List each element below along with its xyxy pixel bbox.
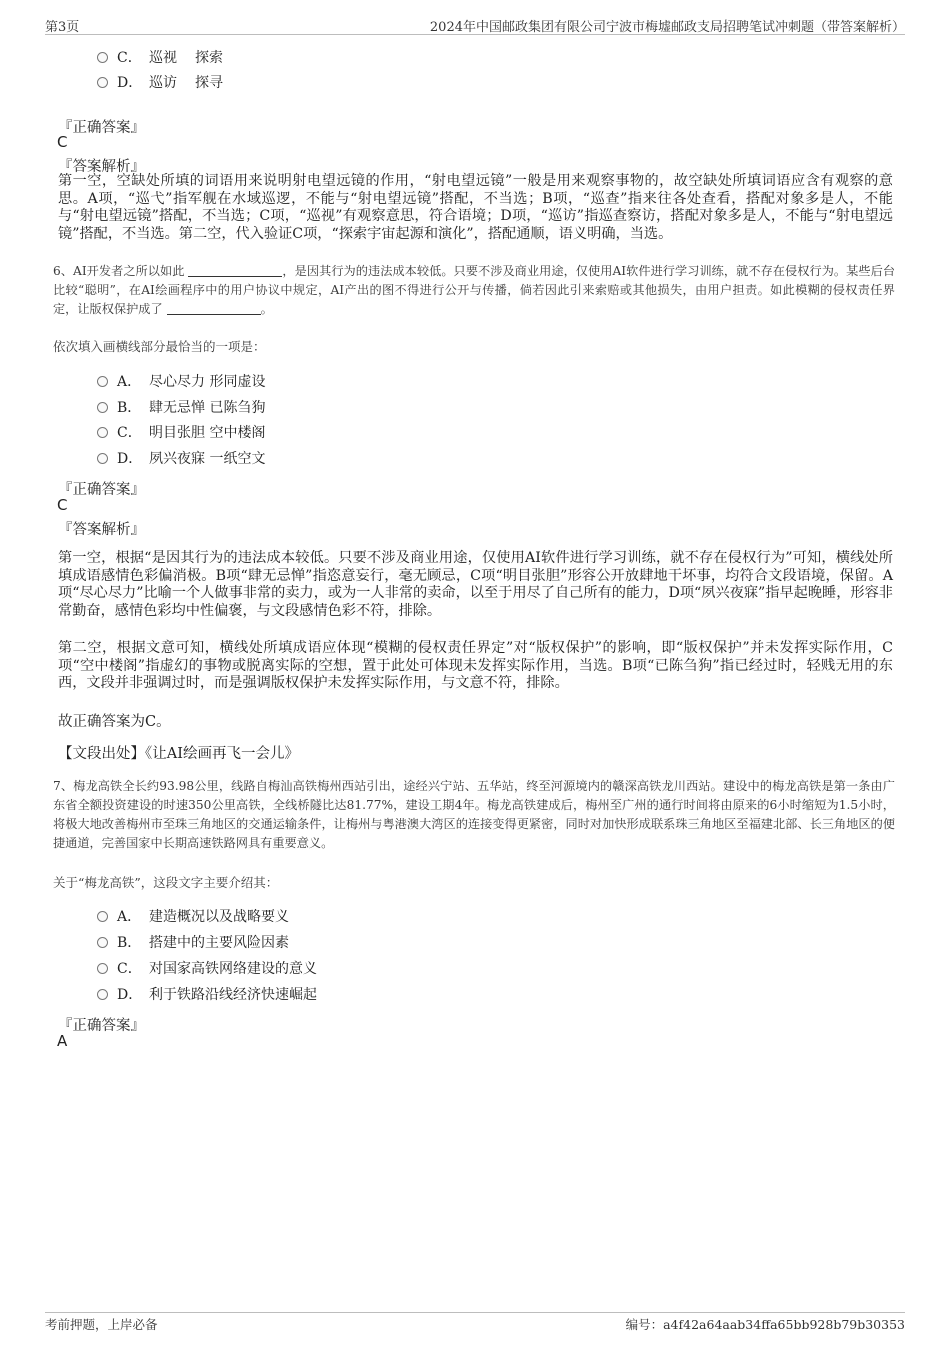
option-b[interactable]: B． 搭建中的主要风险因素 bbox=[97, 933, 289, 953]
radio-icon[interactable] bbox=[97, 453, 108, 464]
radio-icon[interactable] bbox=[97, 963, 108, 974]
question-6-stem: 6、AI开发者之所以如此 ，是因其行为的违法成本较低。只要不涉及商业用途，仅使用AI软件进行学习训练，就不存在侵权行为。某些后台比较“聪明”，在AI绘画程序中的用户协议中规定，AI产出的图不得进行公开与传播，倘若因此引来索赔或其他损失，由用户担责。如此模糊的侵权责任界定，让版权保护成了 。 bbox=[53, 264, 896, 316]
page-footer bbox=[45, 1312, 905, 1337]
source-citation: 【文段出处】《让AI绘画再飞一会儿》 bbox=[58, 746, 299, 762]
option-d[interactable]: D． 利于铁路沿线经济快速崛起 bbox=[97, 985, 317, 1005]
radio-icon[interactable] bbox=[97, 911, 108, 922]
option-d[interactable]: D． 夙兴夜寐 一纸空文 bbox=[97, 449, 265, 469]
option-c[interactable]: C． 巡视 探索 bbox=[97, 48, 223, 68]
option-d[interactable]: D． 巡访 探寻 bbox=[97, 73, 223, 93]
radio-icon[interactable] bbox=[97, 77, 108, 88]
question-6-prompt: 依次填入画横线部分最恰当的一项是： bbox=[53, 339, 266, 354]
radio-icon[interactable] bbox=[97, 376, 108, 387]
analysis-paragraph-1: 第一空，根据“是因其行为的违法成本较低。只要不涉及商业用途，仅使用AI软件进行学习训练，就不存在侵权行为”可知，横线处所填成语感情色彩偏消极。B项“肆无忌惮”指恣意妄行，毫无顾忌，C项“明目张胆”形容公开放肆地干坏事，均符合文段语境，保留。A项“尽心尽力”比喻一个人做事非常的卖力，或为一人非常的卖命，以至于用尽了自己所有的能力，D项“夙兴夜寐”指早起晚睡，形容非常勤奋，感情色彩均中性偏褒，与文段感情色彩不符，排除。 bbox=[58, 550, 893, 619]
radio-icon[interactable] bbox=[97, 989, 108, 1000]
conclusion: 故正确答案为C。 bbox=[58, 714, 171, 730]
document-title: 2024年中国邮政集团有限公司宁波市梅墟邮政支局招聘笔试冲刺题（带答案解析） bbox=[429, 20, 905, 35]
question-7-prompt: 关于“梅龙高铁”，这段文字主要介绍其： bbox=[53, 875, 279, 890]
document-code: 编号：a4f42a64aab34ffa65bb928b79b30353 bbox=[625, 1317, 905, 1332]
answer-blank bbox=[167, 302, 261, 315]
option-c[interactable]: C． 对国家高铁网络建设的意义 bbox=[97, 959, 317, 979]
answer-label: 『正确答案』 bbox=[58, 482, 145, 498]
analysis-label: 『答案解析』 bbox=[58, 159, 145, 175]
question-7-stem: 7、梅龙高铁全长约93.98公里，线路自梅汕高铁梅州西站引出，途经兴宁站、五华站，终至河源境内的赣深高铁龙川西站。建设中的梅龙高铁是第一条由广东省全额投资建设的时速350公里高铁，全线桥隧比达81.77%，建设工期4年。梅龙高铁建成后，梅州至广州的通行时间将由原来的6小时缩短为1.5小时，将极大地改善梅州市至珠三角地区的交通运输条件，让梅州与粤港澳大湾区的连接变得更紧密，同时对加快形成联系珠三角地区至福建北部、长三角地区的便捷通道，完善国家中长期高速铁路网具有重要意义。 bbox=[53, 779, 895, 850]
option-a[interactable]: A． 尽心尽力 形同虚设 bbox=[97, 372, 265, 392]
answer-value: C bbox=[57, 133, 68, 151]
option-a[interactable]: A． 建造概况以及战略要义 bbox=[97, 907, 289, 927]
analysis-paragraph-2: 第二空，根据文意可知，横线处所填成语应体现“模糊的侵权责任界定”对“版权保护”的影响，即“版权保护”并未发挥实际作用，C项“空中楼阁”指虚幻的事物或脱离实际的空想，置于此处可体现未发挥实际作用，当选。B项“已陈刍狗”指已经过时，轻贱无用的东西，文段并非强调过时，而是强调版权保护未发挥实际作用，与文意不符，排除。 bbox=[58, 640, 893, 691]
answer-label: 『正确答案』 bbox=[58, 1018, 145, 1034]
footer-slogan: 考前押题，上岸必备 bbox=[45, 1317, 158, 1332]
answer-value: C bbox=[57, 496, 68, 514]
radio-icon[interactable] bbox=[97, 52, 108, 63]
option-c[interactable]: C． 明目张胆 空中楼阁 bbox=[97, 423, 265, 443]
answer-blank bbox=[188, 264, 282, 277]
page-header bbox=[45, 14, 905, 35]
answer-label: 『正确答案』 bbox=[58, 120, 145, 136]
answer-value: A bbox=[57, 1032, 68, 1050]
page-number: 第3页 bbox=[45, 20, 80, 35]
analysis-label: 『答案解析』 bbox=[58, 522, 145, 538]
radio-icon[interactable] bbox=[97, 402, 108, 413]
option-b[interactable]: B． 肆无忌惮 已陈刍狗 bbox=[97, 398, 265, 418]
radio-icon[interactable] bbox=[97, 427, 108, 438]
radio-icon[interactable] bbox=[97, 937, 108, 948]
analysis-text: 第一空，空缺处所填的词语用来说明射电望远镜的作用，“射电望远镜”一般是用来观察事物的，故空缺处所填词语应含有观察的意思。A项，“巡弋”指军舰在水域巡逻，不能与“射电望远镜”搭配，不当选；B项，“巡查”指来往各处查看，搭配对象多是人，不能与“射电望远镜”搭配，不当选；C项，“巡视”有观察意思，符合语境；D项，“巡访”指巡查察访，搭配对象多是人，不能与“射电望远镜”搭配，不当选。第二空，代入验证C项，“探索宇宙起源和演化”，搭配通顺，语义明确，当选。 bbox=[58, 173, 893, 242]
